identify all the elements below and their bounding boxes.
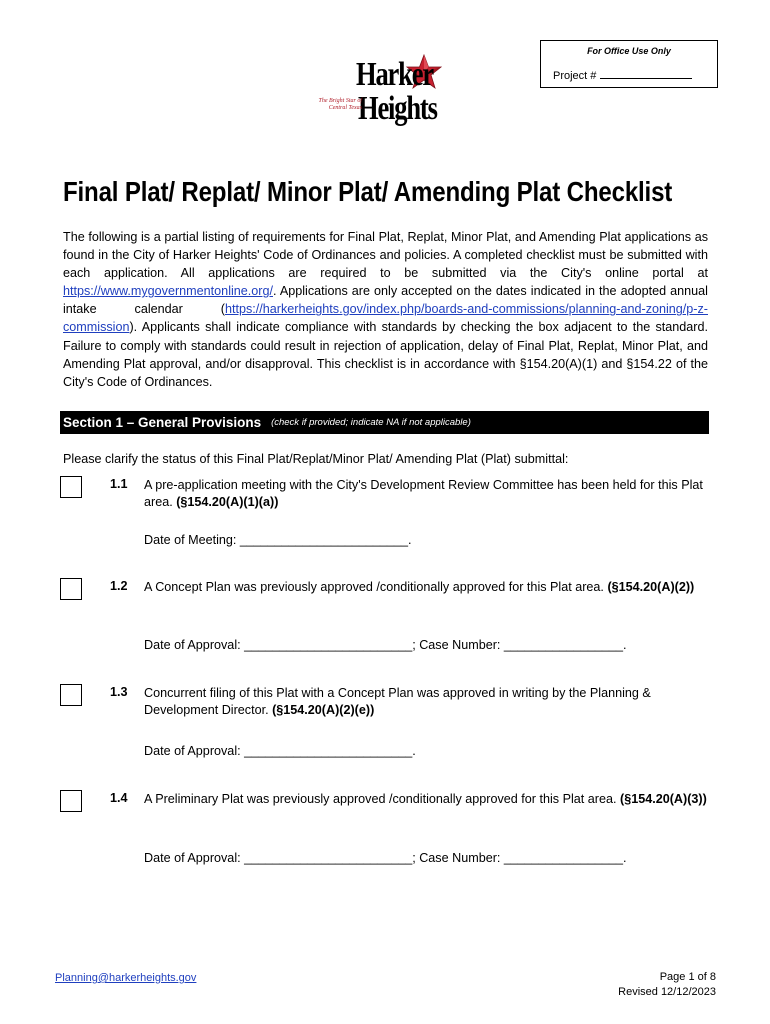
project-number-field[interactable] — [553, 68, 692, 82]
item-number: 1.3 — [110, 685, 128, 699]
item-ref: (§154.20(A)(1)(a)) — [176, 495, 279, 509]
item-ref: (§154.20(A)(2)) — [607, 580, 695, 594]
checkbox-1-1[interactable] — [60, 476, 82, 498]
item-ref: (§154.20(A)(2)(e)) — [272, 703, 375, 717]
item-number: 1.1 — [110, 477, 128, 491]
date-of-meeting-line[interactable]: Date of Meeting: ________________________. — [144, 533, 412, 547]
footer-email-link[interactable]: Planning@harkerheights.gov — [55, 972, 197, 984]
item-ref: (§154.20(A)(3)) — [620, 792, 707, 806]
office-use-title: For Office Use Only — [587, 46, 671, 56]
section-header — [60, 411, 709, 434]
item-text: Concurrent filing of this Plat with a Concept Plan was approved in writing by the Planning & Development Director. (§154.20(A)(2)(e)) — [144, 686, 651, 717]
section-note: (check if provided; indicate NA if not applicable) — [271, 417, 471, 428]
date-of-approval-line[interactable]: Date of Approval: ________________________. — [144, 744, 416, 758]
harker-heights-logo — [318, 50, 448, 136]
date-case-number-line[interactable]: Date of Approval: ________________________; Case Number: _________________. — [144, 851, 627, 865]
clarify-prompt: Please clarify the status of this Final Plat/Replat/Minor Plat/ Amending Plat (Plat) submittal: — [63, 452, 569, 466]
checkbox-1-4[interactable] — [60, 790, 82, 812]
item-number: 1.2 — [110, 579, 128, 593]
checkbox-1-2[interactable] — [60, 578, 82, 600]
intro-paragraph — [63, 228, 708, 391]
item-text: A Preliminary Plat was previously approved /conditionally approved for this Plat area. (§154.20(A)(3)) — [144, 792, 707, 806]
intro-text-1: The following is a partial listing of requirements for Final Plat, Replat, Minor Plat, and Amending Plat applications as found in the City of Harker Heights' Code of Ordinances and policies. A completed checklist must be submitted with each application. All applications are required to be submitted via the City's online portal at — [63, 230, 708, 281]
project-number-line[interactable] — [600, 68, 692, 79]
item-text: A Concept Plan was previously approved /conditionally approved for this Plat area. (§154.20(A)(2)) — [144, 580, 695, 594]
section-title: Section 1 – General Provisions — [63, 415, 262, 430]
logo-word-heights: Heights — [358, 90, 437, 127]
item-number: 1.4 — [110, 791, 128, 805]
page-number: Page 1 of 8 — [659, 971, 716, 983]
footer-page-info — [618, 970, 716, 1000]
revised-date: Revised 12/12/2023 — [618, 986, 716, 998]
checkbox-1-3[interactable] — [60, 684, 82, 706]
item-text: A pre-application meeting with the City's Development Review Committee has been held for this Plat area. (§154.20(A)(1)(a)) — [144, 478, 703, 509]
office-use-box — [540, 40, 718, 88]
intro-text-2: . Applications are only accepted on the dates indicated in the adopted annual intake calendar ( — [63, 284, 708, 317]
intake-calendar-link[interactable]: https://harkerheights.gov/index.php/boards-and-commissions/planning-and-zoning/p-z-commission — [63, 302, 708, 335]
portal-link[interactable]: https://www.mygovernmentonline.org/ — [63, 284, 273, 299]
page-title: Final Plat/ Replat/ Minor Plat/ Amending Plat Checklist — [63, 176, 673, 207]
logo-word-harker: Harker — [356, 56, 433, 93]
date-case-number-line[interactable]: Date of Approval: ________________________; Case Number: _________________. — [144, 638, 627, 652]
intro-text-3: ). Applicants shall indicate compliance with standards by checking the box adjacent to the standard. Failure to comply with standards could result in rejection of application, delay of Final Plat, Replat, Minor Plat, and Amending Plat approval, and/or disapproval. This checklist is in accordance with §154.20(A)(1) and §154.22 of the City's Code of Ordinances. — [63, 320, 708, 389]
project-number-label: Project # — [553, 70, 597, 82]
logo-tagline: The Bright Star of Central Texas — [318, 98, 362, 111]
